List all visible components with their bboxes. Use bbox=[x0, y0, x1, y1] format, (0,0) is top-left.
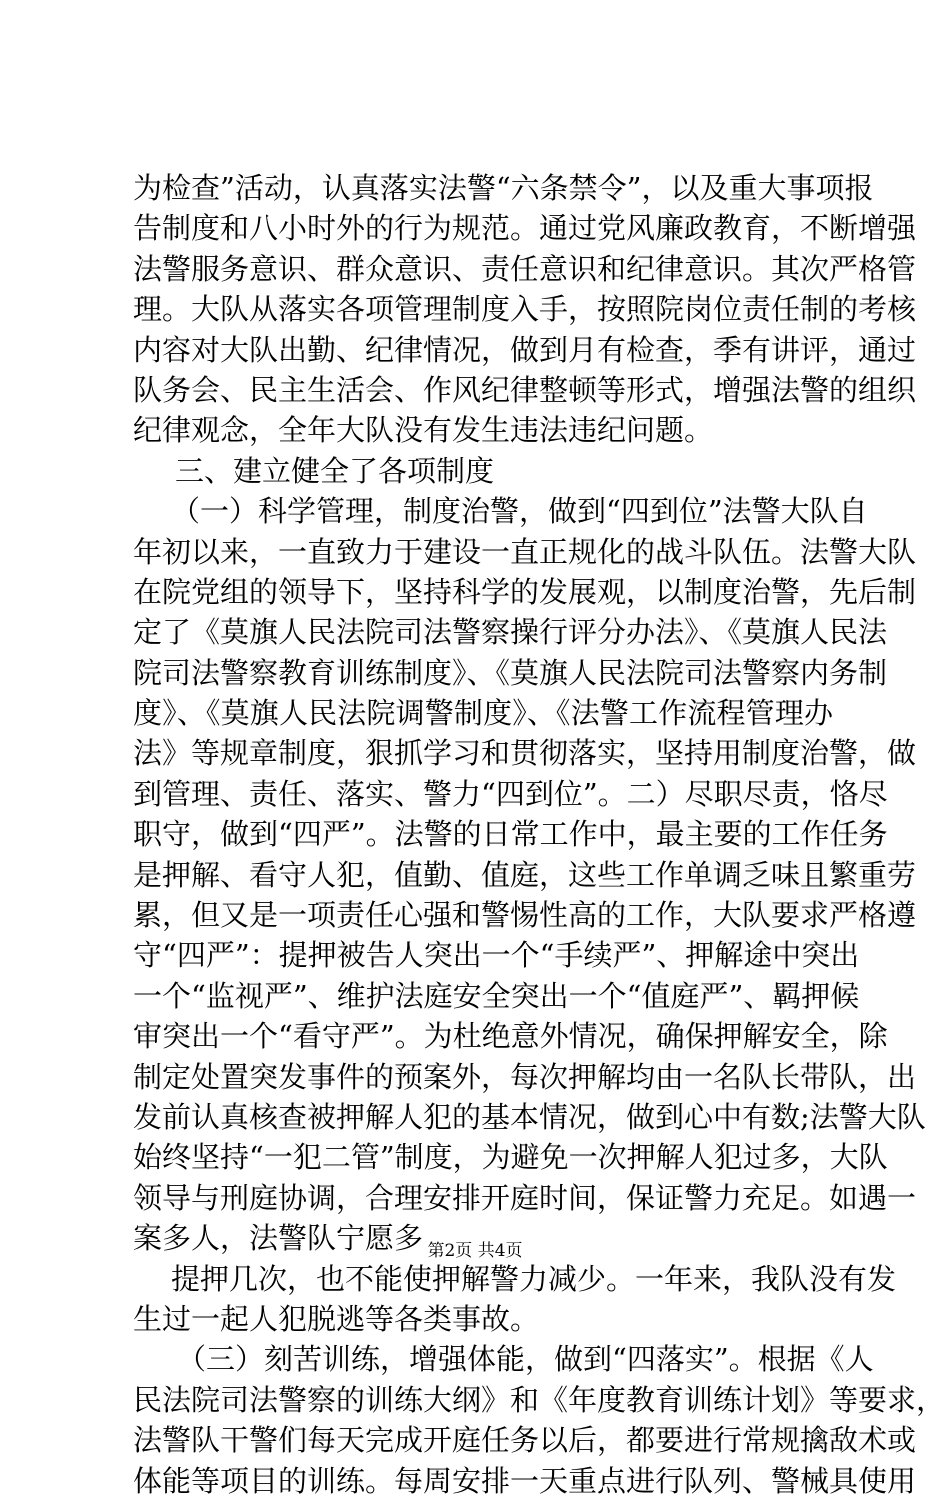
paragraph-first-line: 提押几次，也不能使押解警力减少。一年来，我队没有发 bbox=[171, 1261, 897, 1296]
text-line: 为检查”活动，认真落实法警“六条禁令”，以及重大事项报 bbox=[133, 171, 874, 205]
text-line: 累，但又是一项责任心强和警惕性高的工作，大队要求严格遵 bbox=[133, 898, 917, 933]
text-line: 队务会、民主生活会、作风纪律整顿等形式，增强法警的组织 bbox=[133, 372, 917, 407]
text-line: 一个“监视严”、维护法庭安全突出一个“值庭严”、羁押候 bbox=[133, 978, 860, 1013]
text-line: 始终坚持“一犯二管”制度，为避免一次押解人犯过多，大队 bbox=[133, 1140, 888, 1175]
text-line: 法警服务意识、群众意识、责任意识和纪律意识。其次严格管 bbox=[133, 251, 917, 286]
body-text bbox=[133, 168, 946, 1501]
paragraph-first-line: （一）科学管理，制度治警，做到“四到位”法警大队自 bbox=[171, 494, 868, 529]
text-line: 案多人，法警队宁愿多 bbox=[133, 1221, 424, 1256]
text-line: 审突出一个“看守严”。为杜绝意外情况，确保押解安全，除 bbox=[133, 1019, 888, 1054]
text-line: 院司法警察教育训练制度》、《莫旗人民法院司法警察内务制 bbox=[133, 655, 888, 690]
text-line: 告制度和八小时外的行为规范。通过党风廉政教育，不断增强 bbox=[133, 211, 917, 246]
text-line: 守“四严”：提押被告人突出一个“手续严”、押解途中突出 bbox=[133, 938, 860, 973]
text-line: 法警队干警们每天完成开庭任务以后，都要进行常规擒敌术或 bbox=[133, 1423, 917, 1458]
text-line: 法》等规章制度，狠抓学习和贯彻落实，坚持用制度治警，做 bbox=[133, 736, 917, 771]
text-line: 纪律观念，全年大队没有发生违法违纪问题。 bbox=[133, 413, 714, 448]
text-line: 制定处置突发事件的预案外，每次押解均由一名队长带队，出 bbox=[133, 1059, 917, 1094]
text-line: 民法院司法警察的训练大纲》和《年度教育训练计划》等要求， bbox=[133, 1382, 946, 1417]
text-line: 到管理、责任、落实、警力“四到位”。二）尽职尽责，恪尽 bbox=[133, 776, 888, 811]
text-line: 是押解、看守人犯，值勤、值庭，这些工作单调乏味且繁重劳 bbox=[133, 857, 917, 892]
text-line: 领导与刑庭协调，合理安排开庭时间，保证警力充足。如遇一 bbox=[133, 1180, 917, 1215]
text-line: 生过一起人犯脱逃等各类事故。 bbox=[133, 1301, 540, 1336]
page-number-footer: 第2页 共4页 bbox=[427, 1241, 523, 1261]
text-line: 职守，做到“四严”。法警的日常工作中，最主要的工作任务 bbox=[133, 817, 888, 852]
text-line: 在院党组的领导下，坚持科学的发展观，以制度治警，先后制 bbox=[133, 574, 917, 609]
text-line: 定了《莫旗人民法院司法警察操行评分办法》、《莫旗人民法 bbox=[133, 615, 888, 650]
text-line: 发前认真核查被押解人犯的基本情况，做到心中有数;法警大队 bbox=[133, 1099, 926, 1134]
paragraph-first-line: （三）刻苦训练，增强体能，做到“四落实”。根据《人 bbox=[177, 1342, 874, 1377]
text-line: 年初以来，一直致力于建设一直正规化的战斗队伍。法警大队 bbox=[133, 534, 917, 569]
section-heading: 三、建立健全了各项制度 bbox=[175, 453, 495, 488]
text-line: 度》、《莫旗人民法院调警制度》、《法警工作流程管理办 bbox=[133, 696, 833, 731]
text-line: 内容对大队出勤、纪律情况，做到月有检查，季有讲评，通过 bbox=[133, 332, 917, 367]
text-line: 体能等项目的训练。每周安排一天重点进行队列、警械具使用 bbox=[133, 1463, 917, 1498]
text-line: 理。大队从落实各项管理制度入手，按照院岗位责任制的考核 bbox=[133, 292, 917, 327]
